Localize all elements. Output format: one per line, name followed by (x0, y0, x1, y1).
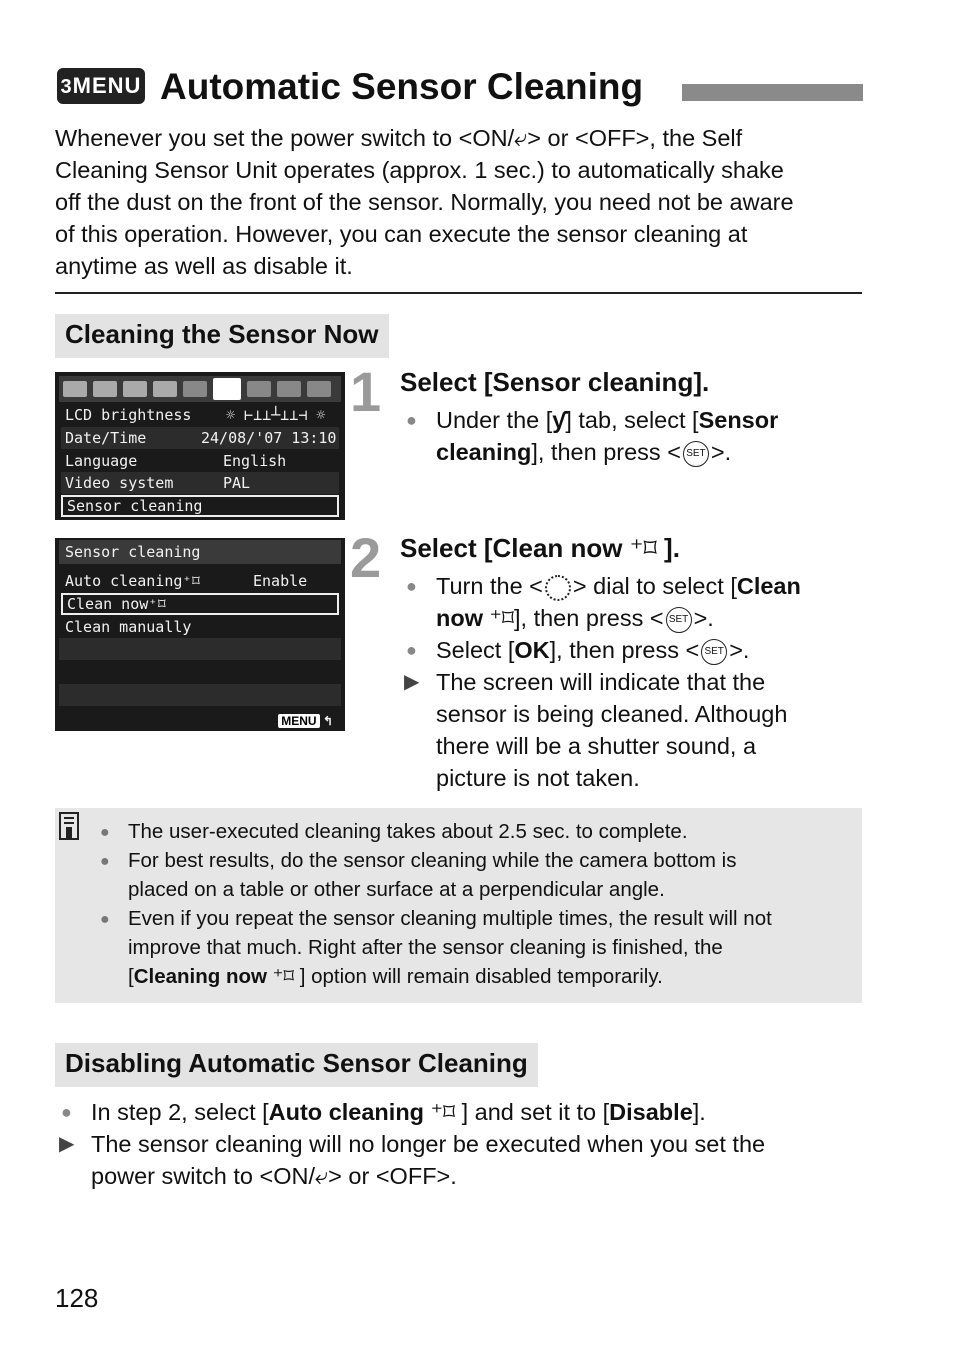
step-number: 2 (350, 526, 382, 589)
divider (55, 292, 862, 294)
text: Turn the < (436, 573, 543, 599)
step-bullets (400, 570, 860, 794)
set-button-icon: SET (683, 441, 709, 467)
text: >. (693, 605, 714, 631)
page-title: Automatic Sensor Cleaning (160, 66, 644, 107)
bullet-icon: ● (100, 911, 110, 928)
triangle-bullet-icon: ▶ (404, 671, 420, 693)
text: there will be a shutter sound, a (436, 733, 757, 759)
empty-row (59, 638, 341, 660)
list-item (55, 1128, 865, 1192)
menu-row[interactable] (61, 472, 339, 494)
bullet-icon: ● (100, 824, 110, 841)
menu-tab-bar (59, 376, 341, 402)
bullet-icon: ● (406, 410, 417, 430)
list-item (400, 666, 860, 794)
disable-bullets (55, 1096, 865, 1192)
text: For best results, do the sensor cleaning while the camera bottom is (128, 849, 737, 872)
menu-badge (57, 68, 145, 104)
section-heading-disabling: Disabling Automatic Sensor Cleaning (55, 1043, 538, 1087)
text: placed on a table or other surface at a perpendicular angle. (128, 878, 665, 901)
camera-screen-sensor-cleaning (55, 538, 345, 731)
text: > dial to select [ (572, 573, 737, 599)
text: picture is not taken. (436, 765, 640, 791)
row-label: Auto cleaning (65, 572, 183, 590)
clean-icon: ⁺⌑ (182, 572, 201, 590)
intro-line: > or <OFF>, the Self (527, 125, 743, 151)
text: >. (710, 439, 732, 465)
text: ] tab, select [ (565, 407, 699, 433)
menu-row-selected[interactable] (61, 593, 339, 615)
bullet-icon: ● (61, 1102, 72, 1122)
menu-back-button[interactable] (278, 714, 333, 728)
text: The user-executed cleaning takes about 2.5 sec. to complete. (128, 820, 688, 843)
menu-row[interactable] (61, 427, 339, 449)
text: Disable (609, 1099, 693, 1125)
step-number: 1 (350, 360, 382, 423)
list-item (400, 634, 860, 666)
clean-icon: ⁺⌑ (489, 605, 514, 631)
section-heading-cleaning-now: Cleaning the Sensor Now (55, 314, 389, 358)
text: Select [ (436, 637, 515, 663)
text: ]. (664, 533, 680, 563)
step-title (400, 532, 680, 564)
text: ]. (692, 1099, 706, 1125)
empty-row (59, 684, 341, 706)
intro-line: Whenever you set the power switch to <ON/ (55, 125, 515, 151)
note-icon (59, 812, 81, 842)
text: Cleaning now (133, 965, 267, 988)
intro-line: off the dust on the front of the sensor. Normally, you need not be aware (55, 189, 794, 215)
list-item (100, 817, 840, 846)
row-label: Clean manually (65, 618, 192, 636)
row-label: LCD brightness (65, 406, 192, 424)
clean-icon: ⁺⌑ (430, 1099, 456, 1125)
intro-line: Cleaning Sensor Unit operates (approx. 1 sec.) to automatically shake (55, 157, 784, 183)
text: Clean (736, 573, 801, 599)
text: Sensor (698, 407, 779, 433)
text: Auto cleaning (268, 1099, 425, 1125)
row-value: Enable (253, 572, 308, 590)
text: The sensor cleaning will no longer be executed when you set the (91, 1131, 766, 1157)
dial-icon (545, 575, 571, 601)
triangle-bullet-icon: ▶ (59, 1133, 75, 1155)
intro-line: of this operation. However, you can execute the sensor cleaning at (55, 221, 748, 247)
setup-tab-icon: ƴ (552, 407, 566, 433)
row-label: Date/Time (65, 429, 147, 447)
step-title: Select [Sensor cleaning]. (400, 367, 710, 397)
text: ], then press < (531, 439, 681, 465)
row-value: English (223, 452, 287, 470)
text: >. (729, 637, 750, 663)
text: ], then press < (549, 637, 700, 663)
text: cleaning (436, 439, 532, 465)
return-icon: ↰ (322, 714, 333, 728)
text: sensor is being cleaned. Although (436, 701, 788, 727)
menu-row-selected[interactable] (61, 495, 339, 517)
text: > or <OFF>. (328, 1163, 457, 1189)
menu-row[interactable] (61, 450, 339, 472)
screen-header: Sensor cleaning (59, 540, 341, 564)
text: ], then press < (514, 605, 664, 631)
row-value: 24/08/'07 13:10 (201, 429, 337, 447)
text: ] option will remain disabled temporarily. (299, 965, 663, 988)
list-item (100, 904, 840, 991)
text: Under the [ (436, 407, 553, 433)
set-button-icon: SET (666, 607, 692, 633)
return-arrow-icon: ⤶ (514, 125, 528, 151)
menu-row[interactable] (61, 570, 339, 592)
text: The screen will indicate that the (436, 669, 766, 695)
set-button-icon: SET (701, 639, 727, 665)
intro-paragraph (55, 122, 865, 282)
menu-label: MENU (278, 714, 319, 728)
text: improve that much. Right after the sensor cleaning is finished, the (128, 936, 723, 959)
text: Even if you repeat the sensor cleaning multiple times, the result will not (128, 907, 772, 930)
menu-tab-icons (59, 376, 341, 402)
bullet-icon: ● (406, 640, 417, 660)
bullet-icon: ● (406, 576, 417, 596)
menu-row[interactable] (61, 404, 339, 426)
note-box (55, 808, 862, 1003)
text: OK (514, 637, 550, 663)
list-item (400, 404, 860, 468)
step-bullets (400, 404, 860, 468)
bullet-icon: ● (100, 853, 110, 870)
row-label: Clean now (67, 595, 149, 613)
list-item (400, 570, 860, 634)
clean-icon: ⁺⌑ (629, 533, 657, 563)
camera-screen-setup-menu (55, 372, 345, 520)
row-label: Sensor cleaning (67, 497, 203, 515)
text: [ (128, 965, 134, 988)
title-bar (682, 84, 863, 101)
page-number: 128 (55, 1283, 99, 1313)
clean-icon: ⁺⌑ (272, 965, 294, 988)
list-item (55, 1096, 865, 1128)
list-item (100, 846, 840, 904)
text: In step 2, select [ (91, 1099, 269, 1125)
menu-row[interactable] (61, 616, 339, 638)
clean-icon: ⁺⌑ (148, 595, 167, 613)
text: power switch to <ON/ (91, 1163, 315, 1189)
text: ] and set it to [ (461, 1099, 610, 1125)
text: Select [Clean now (400, 533, 623, 563)
row-label: Language (65, 452, 138, 470)
return-arrow-icon: ⤶ (314, 1163, 329, 1189)
badge-number: 3 (60, 76, 73, 98)
brightness-scale-icon: ☼ ⊢⊥⊥┴⊥⊥⊣ ☼ (226, 406, 326, 424)
row-value: PAL (223, 474, 251, 492)
badge-label: MENU (72, 73, 142, 98)
intro-line: anytime as well as disable it. (55, 253, 353, 279)
row-label: Video system (65, 474, 174, 492)
text: now (436, 605, 483, 631)
note-list (100, 817, 840, 991)
